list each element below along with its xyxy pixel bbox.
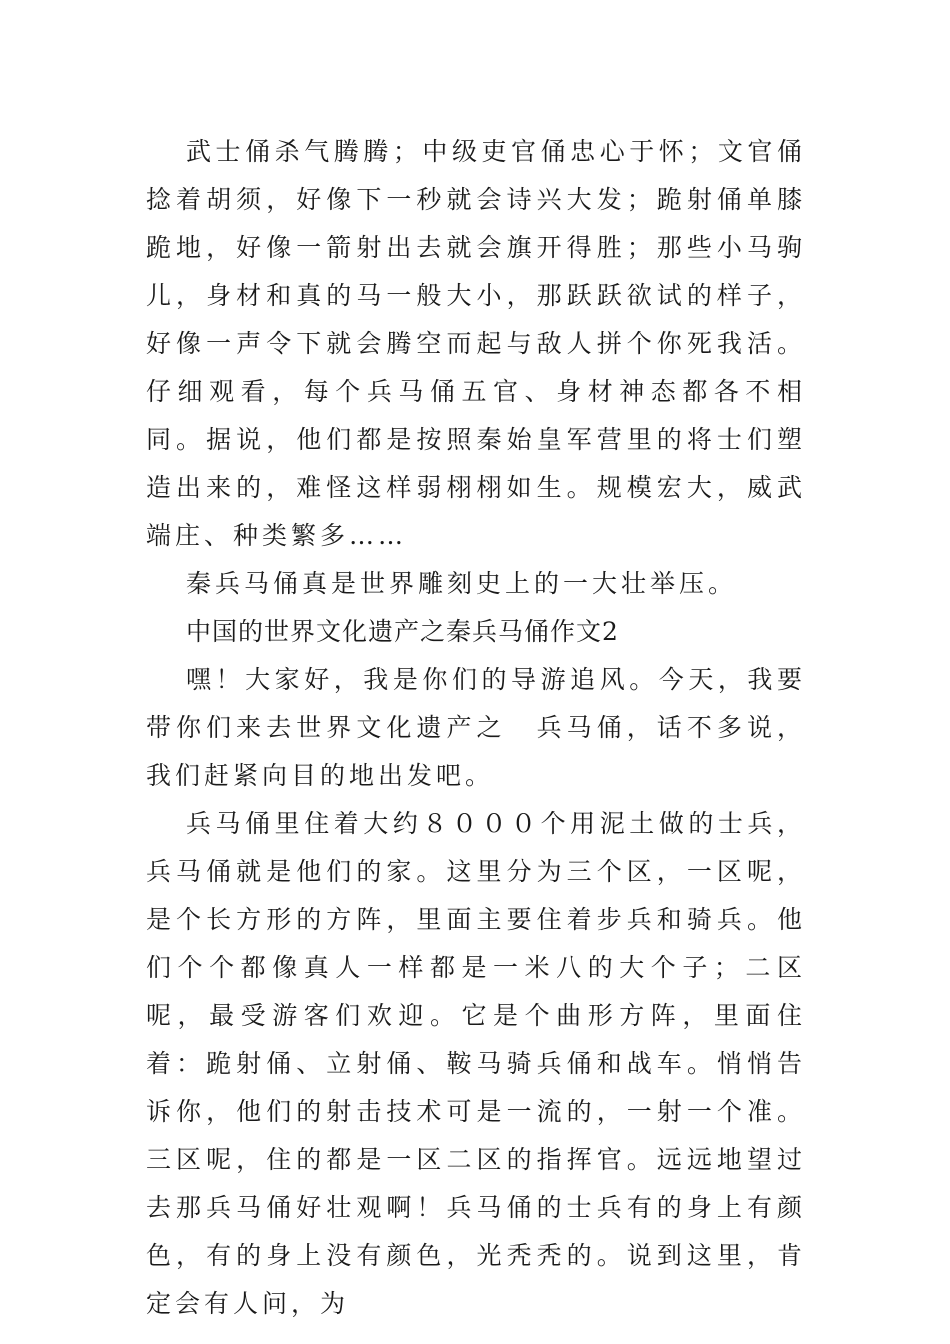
document-body: [146, 128, 806, 1328]
paragraph-guide-intro: 嘿！大家好，我是你们的导游追风。今天，我要带你们来去世界文化遗产之 兵马俑，话不多说，我们赶紧向目的地出发吧。: [146, 665, 806, 790]
paragraph-terracotta-descriptions: 武士俑杀气腾腾；中级吏官俑忠心于怀；文官俑捻着胡须，好像下一秒就会诗兴大发；跪射俑单膝跪地，好像一箭射出去就会旗开得胜；那些小马驹儿，身材和真的马一般大小，那跃跃欲试的样子，好像一声令下就会腾空而起与敌人拼个你死我活。仔细观看，每个兵马俑五官、身材神态都各不相同。据说，他们都是按照秦始皇军营里的将士们塑造出来的，难怪这样弱栩栩如生。规模宏大，威武端庄、种类繁多……: [146, 137, 806, 550]
essay-title: 中国的世界文化遗产之秦兵马俑作文2: [186, 617, 619, 646]
paragraph-pits-description: 兵马俑里住着大约８０００个用泥土做的士兵，兵马俑就是他们的家。这里分为三个区，一区呢，是个长方形的方阵，里面主要住着步兵和骑兵。他们个个都像真人一样都是一米八的大个子；二区呢，最受游客们欢迎。它是个曲形方阵，里面住着：跪射俑、立射俑、鞍马骑兵俑和战车。悄悄告诉你，他们的射击技术可是一流的，一射一个准。三区呢，住的都是一区二区的指挥官。远远地望过去那兵马俑好壮观啊！兵马俑的士兵有的身上有颜色，有的身上没有颜色，光秃秃的。说到这里，肯定会有人问，为: [146, 809, 806, 1318]
paragraph-conclusion: 秦兵马俑真是世界雕刻史上的一大壮举压。: [186, 569, 738, 598]
